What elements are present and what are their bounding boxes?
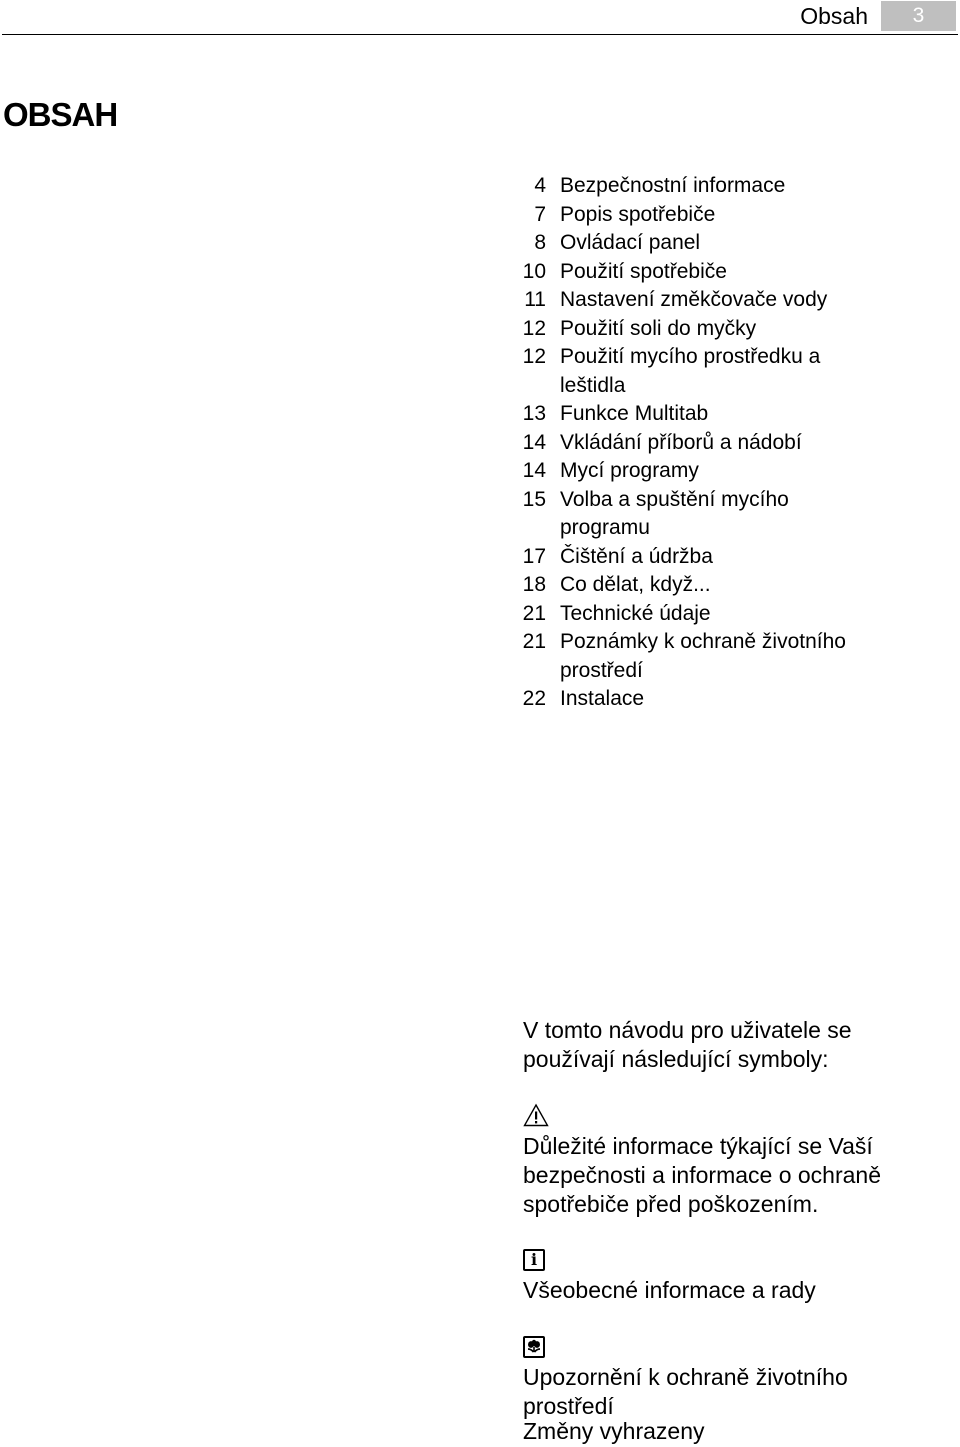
toc-entry-label: Použití soli do myčky (560, 316, 757, 340)
toc-page-number: 14 (522, 459, 546, 482)
toc-entry-label: Použití mycího prostředku a leštidla (560, 345, 821, 397)
header-section-title: Obsah (800, 3, 868, 29)
environment-flower-icon (523, 1336, 545, 1358)
toc-entry-label: Popis spotřebiče (560, 202, 716, 226)
toc-entry-label: Instalace (560, 687, 645, 710)
toc-entry[interactable] (500, 543, 880, 572)
toc-page-number: 7 (534, 202, 546, 226)
toc-entry-label: Ovládací panel (560, 231, 701, 254)
changes-reserved-note: Změny vyhrazeny (523, 1418, 705, 1444)
header-rule (2, 34, 958, 35)
environment-symbol-description: Upozornění k ochraně životního prostředí (523, 1364, 848, 1419)
warning-triangle-icon (523, 1103, 549, 1127)
toc-entry[interactable] (500, 600, 880, 629)
toc-entry-label: Technické údaje (560, 601, 711, 625)
toc-page-number: 8 (534, 231, 546, 254)
toc-entry[interactable] (500, 486, 880, 543)
toc-entry[interactable] (500, 457, 880, 486)
toc-entry[interactable] (500, 286, 880, 315)
toc-entry[interactable] (500, 628, 880, 685)
toc-entry-label: Čištění a údržba (560, 544, 713, 568)
toc-page-number: 14 (522, 430, 546, 454)
page-number-box: 3 (881, 1, 956, 31)
toc-page-number: 17 (522, 544, 546, 568)
safety-symbol-description: Důležité informace týkající se Vaší bezpečnosti a informace o ochraně spotřebiče před poškozením. (523, 1133, 881, 1217)
toc-entry[interactable] (500, 571, 880, 600)
toc-entry[interactable] (500, 258, 880, 287)
toc-page-number: 21 (522, 630, 546, 653)
toc-page-number: 13 (522, 402, 546, 425)
table-of-contents (500, 172, 880, 714)
toc-entry[interactable] (500, 400, 880, 429)
toc-entry[interactable] (500, 229, 880, 258)
toc-entry-label: Vkládání příborů a nádobí (560, 430, 802, 454)
toc-entry-label: Poznámky k ochraně životního prostředí (560, 630, 846, 682)
toc-page-number: 12 (522, 345, 546, 368)
toc-entry[interactable] (500, 343, 880, 400)
toc-entry[interactable] (500, 685, 880, 714)
toc-entry[interactable] (500, 172, 880, 201)
toc-page-number: 21 (522, 601, 546, 625)
toc-entry-label: Nastavení změkčovače vody (560, 288, 828, 311)
toc-entry[interactable] (500, 201, 880, 230)
toc-page-number: 12 (522, 316, 546, 340)
info-icon: i (523, 1249, 545, 1271)
toc-entry-label: Použití spotřebiče (560, 259, 727, 283)
toc-entry[interactable] (500, 429, 880, 458)
toc-entry-label: Mycí programy (560, 459, 699, 482)
info-symbol-description: Všeobecné informace a rady (523, 1277, 816, 1303)
toc-entry-label: Bezpečnostní informace (560, 174, 786, 197)
toc-page-number: 11 (524, 288, 546, 311)
symbols-intro: V tomto návodu pro uživatele se používají následující symboly: (523, 1017, 852, 1072)
toc-entry-label: Funkce Multitab (560, 402, 709, 425)
toc-page-number: 15 (522, 487, 546, 511)
toc-page-number: 4 (534, 174, 546, 197)
toc-entry-label: Volba a spuštění mycího programu (560, 487, 789, 539)
toc-entry-label: Co dělat, když... (560, 573, 711, 596)
page-title: OBSAH (3, 96, 118, 134)
toc-entry[interactable] (500, 315, 880, 344)
toc-page-number: 18 (522, 573, 546, 596)
toc-page-number: 22 (522, 687, 546, 710)
toc-page-number: 10 (522, 259, 546, 283)
